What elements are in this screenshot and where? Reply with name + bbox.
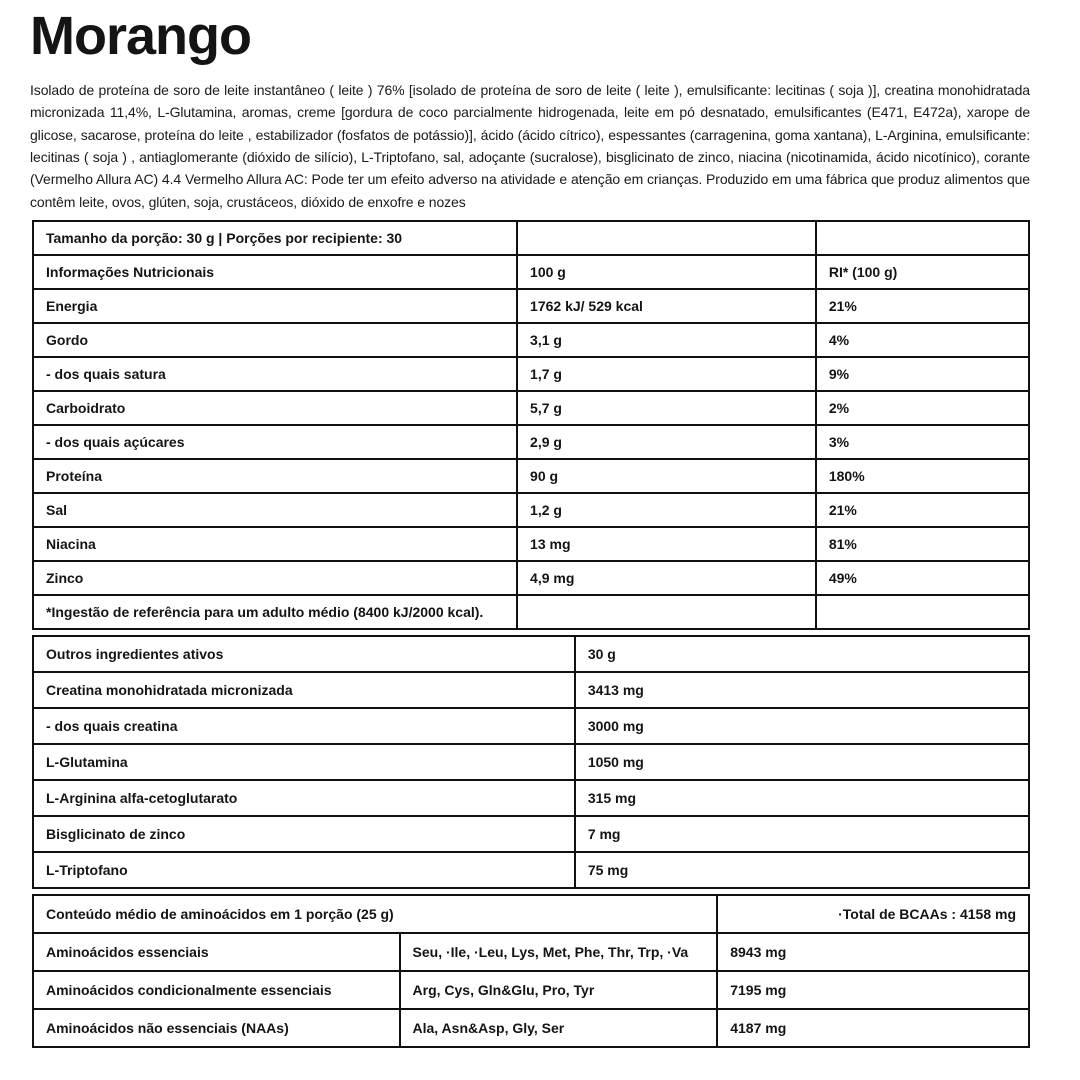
active-value: 7 mg [575, 816, 1029, 852]
nutrition-header-per100g: 100 g [517, 255, 816, 289]
actives-row [33, 708, 1029, 744]
nutrition-row [33, 357, 1029, 391]
amino-group-label: Aminoácidos condicionalmente essenciais [33, 971, 400, 1009]
actives-row [33, 852, 1029, 888]
nutrient-value: 1,2 g [517, 493, 816, 527]
active-label: L-Arginina alfa-cetoglutarato [33, 780, 575, 816]
nutrition-footnote: *Ingestão de referência para um adulto médio (8400 kJ/2000 kcal). [33, 595, 517, 629]
nutrition-row [33, 289, 1029, 323]
active-ingredients-table [32, 635, 1030, 889]
actives-header-label: Outros ingredientes ativos [33, 636, 575, 672]
actives-row [33, 816, 1029, 852]
nutrition-row [33, 527, 1029, 561]
serving-info-row [33, 221, 1029, 255]
amino-value: 4187 mg [717, 1009, 1029, 1047]
serving-info: Tamanho da porção: 30 g | Porções por recipiente: 30 [33, 221, 517, 255]
nutrient-label: Proteína [33, 459, 517, 493]
actives-row [33, 780, 1029, 816]
nutrient-label: Carboidrato [33, 391, 517, 425]
active-label: Creatina monohidratada micronizada [33, 672, 575, 708]
active-value: 75 mg [575, 852, 1029, 888]
amino-row [33, 1009, 1029, 1047]
amino-group-label: Aminoácidos essenciais [33, 933, 400, 971]
active-value: 315 mg [575, 780, 1029, 816]
nutrient-ri: 4% [816, 323, 1029, 357]
nutrient-ri: 21% [816, 493, 1029, 527]
nutrition-row [33, 391, 1029, 425]
active-value: 3413 mg [575, 672, 1029, 708]
nutrient-value: 1762 kJ/ 529 kcal [517, 289, 816, 323]
active-label: L-Triptofano [33, 852, 575, 888]
amino-acids-list: Ala, Asn&Asp, Gly, Ser [400, 1009, 718, 1047]
actives-header-value: 30 g [575, 636, 1029, 672]
nutrition-row [33, 561, 1029, 595]
nutrient-ri: 180% [816, 459, 1029, 493]
nutrient-value: 1,7 g [517, 357, 816, 391]
nutrition-row [33, 493, 1029, 527]
nutrient-label: Gordo [33, 323, 517, 357]
nutrient-ri: 21% [816, 289, 1029, 323]
nutrient-label: Niacina [33, 527, 517, 561]
nutrient-label: Sal [33, 493, 517, 527]
nutrient-label: - dos quais satura [33, 357, 517, 391]
nutrition-header-label: Informações Nutricionais [33, 255, 517, 289]
nutrient-ri: 81% [816, 527, 1029, 561]
amino-acids-table [32, 894, 1030, 1048]
nutrition-table [32, 220, 1030, 630]
ingredients-paragraph: Isolado de proteína de soro de leite instantâneo ( leite ) 76% [isolado de proteína de soro de leite ( leite ), emulsificante: lecitinas ( soja )], creatina monohidratada micronizada 11,4%, L-Glutamina, aromas, creme [gordura de coco parcialmente hidrogenada, leite em pó desnatado, emulsificantes (E471, E472a), xarope de glicose, sacarose, proteína do leite , estabilizador (fosfatos de potássio)], ácido (ácido cítrico), espessantes (carragenina, goma xantana), L-Arginina, emulsificante: lecitinas ( soja ) , antiaglomerante (dióxido de silício), L-Triptofano, sal, adoçante (sucralose), bisglicinato de zinco, niacina (nicotinamida, ácido nicotínico), corante (Vermelho Allura AC) 4.4 Vermelho Allura AC: Pode ter um efeito adverso na atividade e atenção em crianças. Produzido em uma fábrica que produz alimentos que contêm leite, ovos, glúten, soja, crustáceos, dióxido de enxofre e nozes [30, 81, 1030, 210]
empty-cell [517, 595, 816, 629]
nutrition-row [33, 425, 1029, 459]
amino-row [33, 933, 1029, 971]
nutrient-value: 5,7 g [517, 391, 816, 425]
nutrient-value: 3,1 g [517, 323, 816, 357]
amino-row [33, 971, 1029, 1009]
actives-header-row [33, 636, 1029, 672]
amino-acids-list: Seu, ·Ile, ·Leu, Lys, Met, Phe, Thr, Trp, ·Va [400, 933, 718, 971]
amino-group-label: Aminoácidos não essenciais (NAAs) [33, 1009, 400, 1047]
nutrient-ri: 3% [816, 425, 1029, 459]
nutrition-header-ri: RI* (100 g) [816, 255, 1029, 289]
active-value: 3000 mg [575, 708, 1029, 744]
nutrient-label: - dos quais açúcares [33, 425, 517, 459]
nutrient-ri: 49% [816, 561, 1029, 595]
nutrition-footnote-row [33, 595, 1029, 629]
nutrient-value: 13 mg [517, 527, 816, 561]
amino-value: 8943 mg [717, 933, 1029, 971]
empty-cell [517, 221, 816, 255]
nutrient-value: 4,9 mg [517, 561, 816, 595]
nutrient-ri: 9% [816, 357, 1029, 391]
nutrition-row [33, 323, 1029, 357]
nutrition-header-row [33, 255, 1029, 289]
page-title: Morango [30, 6, 251, 66]
bcaa-total: ·Total de BCAAs : 4158 mg [717, 895, 1029, 933]
actives-row [33, 744, 1029, 780]
amino-value: 7195 mg [717, 971, 1029, 1009]
actives-row [33, 672, 1029, 708]
nutrient-label: Zinco [33, 561, 517, 595]
nutrient-ri: 2% [816, 391, 1029, 425]
active-label: L-Glutamina [33, 744, 575, 780]
amino-header-row [33, 895, 1029, 933]
amino-header-label: Conteúdo médio de aminoácidos em 1 porção (25 g) [33, 895, 717, 933]
nutrient-value: 2,9 g [517, 425, 816, 459]
empty-cell [816, 221, 1029, 255]
active-label: Bisglicinato de zinco [33, 816, 575, 852]
empty-cell [816, 595, 1029, 629]
nutrition-row [33, 459, 1029, 493]
amino-acids-list: Arg, Cys, Gln&Glu, Pro, Tyr [400, 971, 718, 1009]
nutrient-label: Energia [33, 289, 517, 323]
active-label: - dos quais creatina [33, 708, 575, 744]
active-value: 1050 mg [575, 744, 1029, 780]
nutrient-value: 90 g [517, 459, 816, 493]
